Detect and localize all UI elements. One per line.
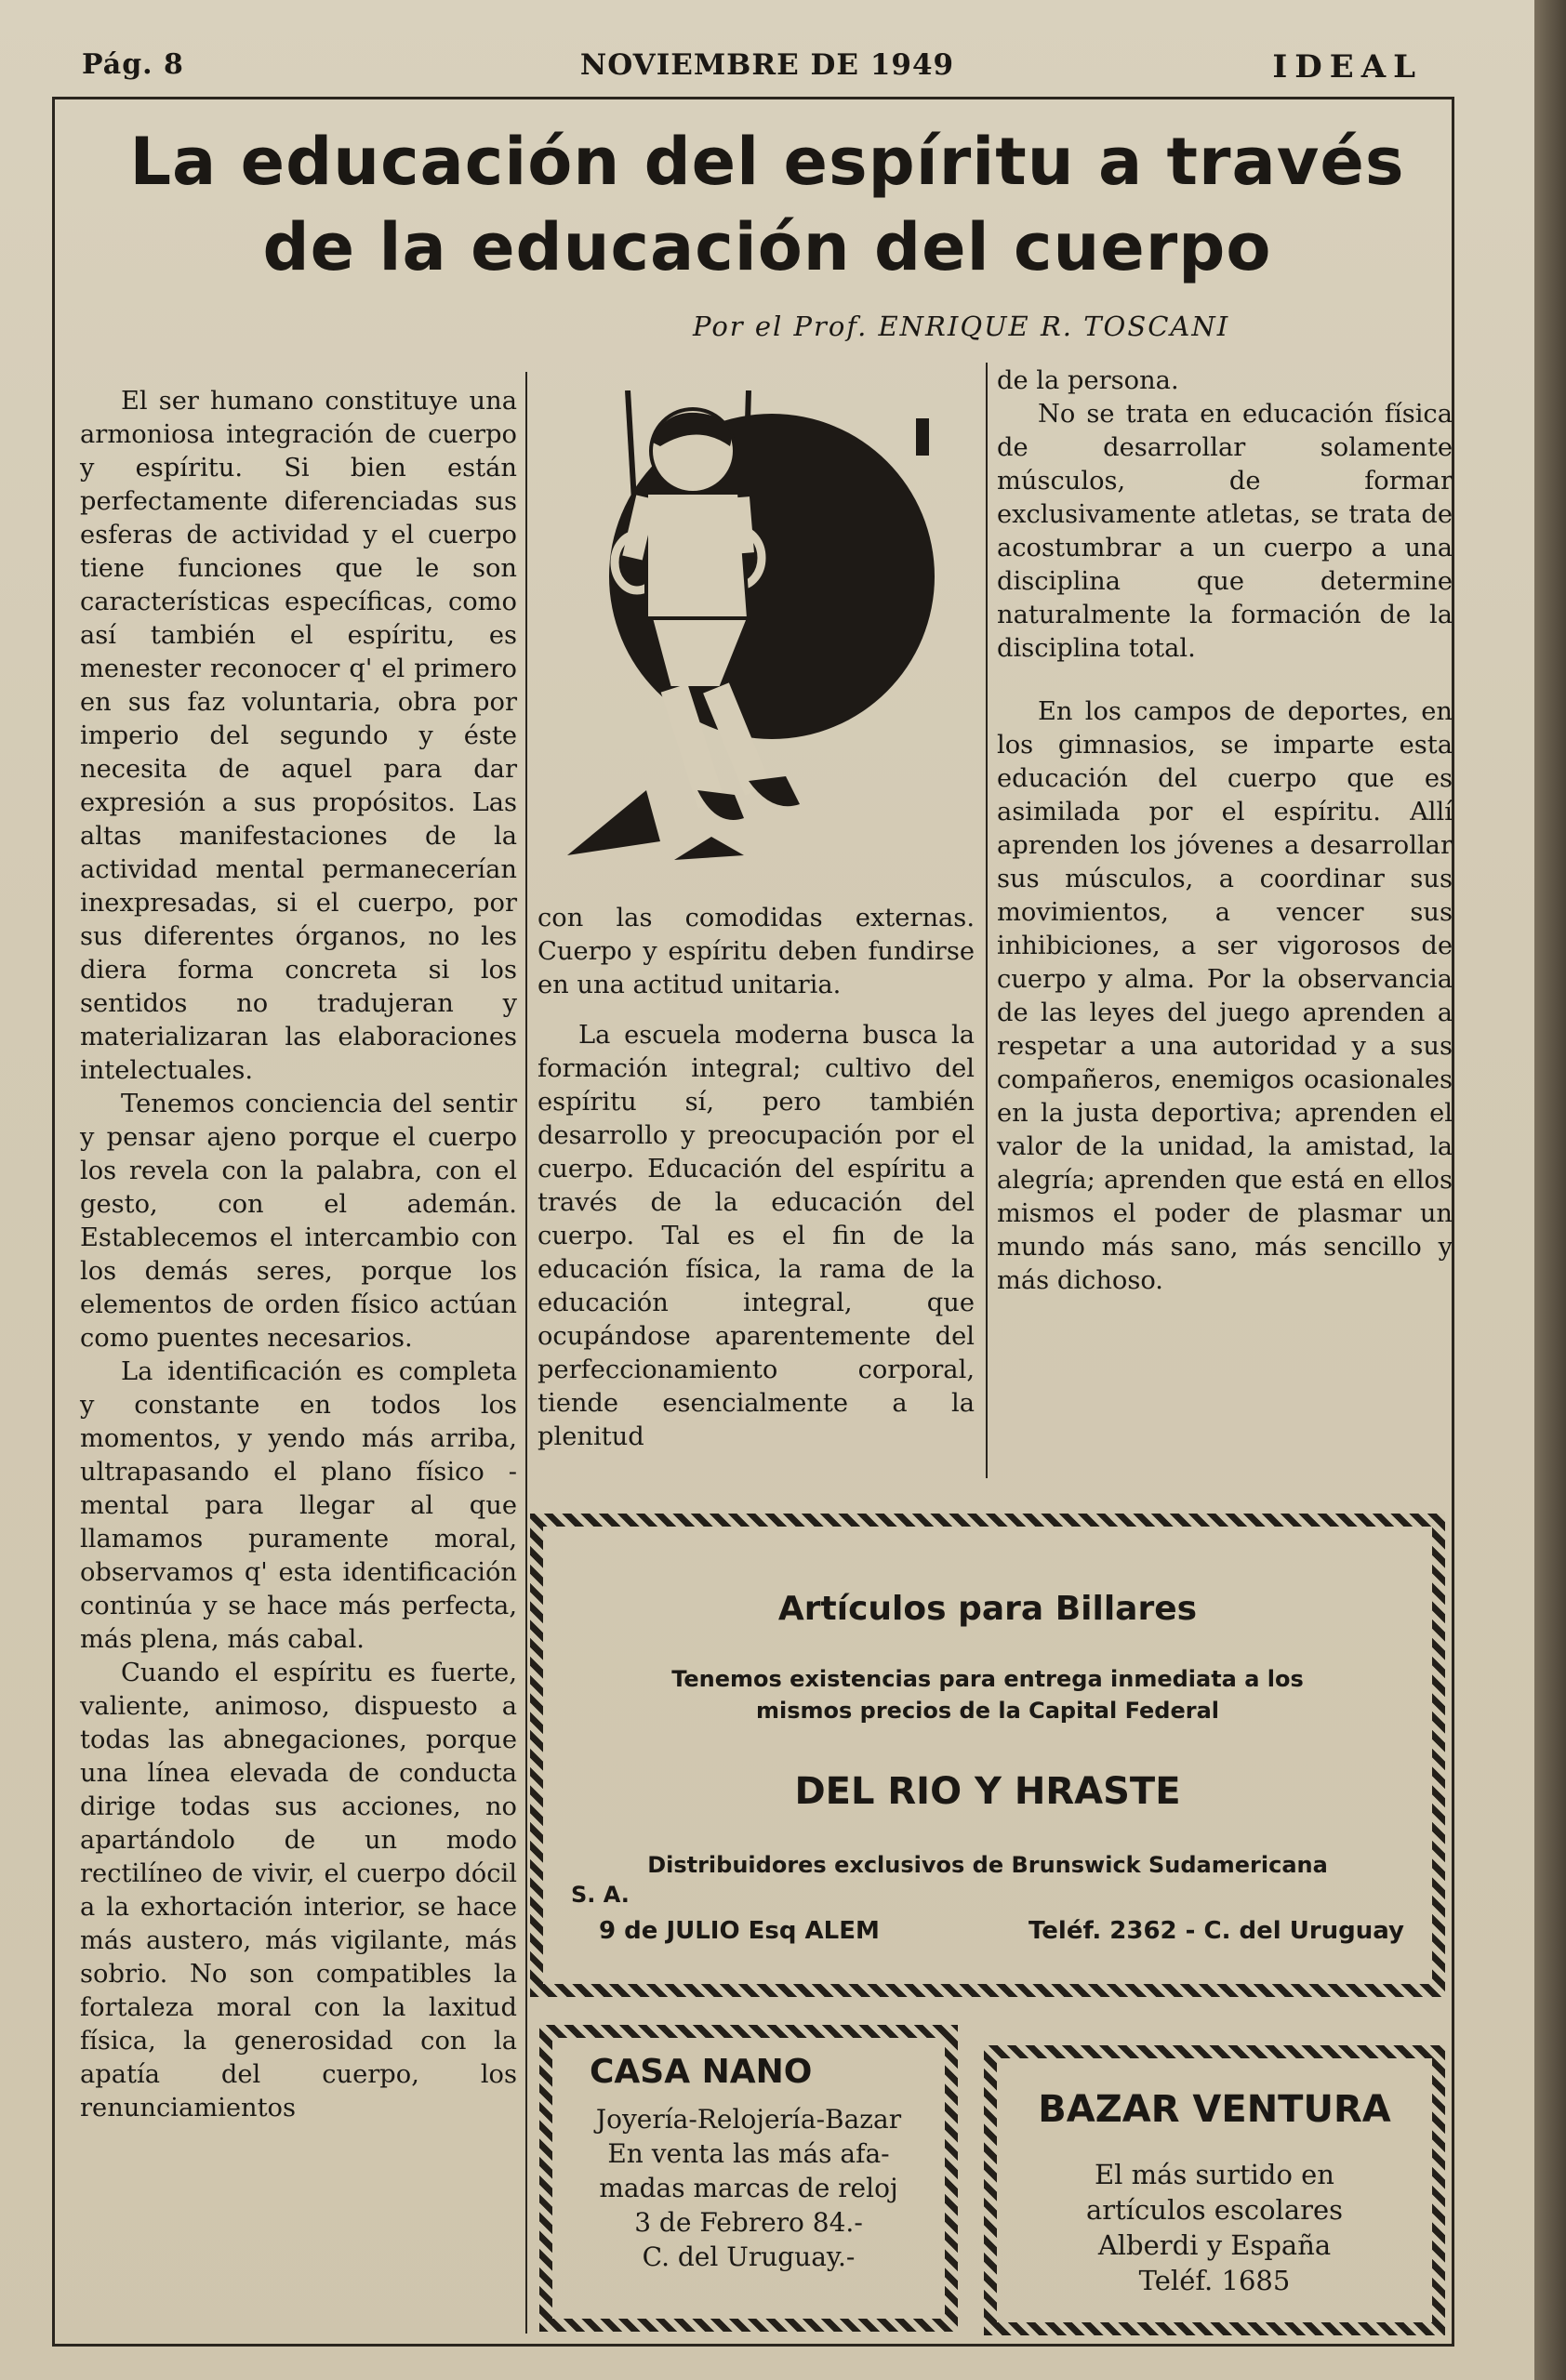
ad-nano-line: En venta las más afa- <box>607 2138 890 2169</box>
ad-ventura-line: Teléf. 1685 <box>1138 2265 1291 2296</box>
ad-billares-title: Artículos para Billares <box>777 1590 1198 1628</box>
column-rule-2 <box>986 363 988 1478</box>
paragraph: Cuando el espíritu es fuerte, valiente, animoso, dispuesto a todas las abnegaciones, porque una línea elevada de conducta dirige todas sus acciones, no apartándolo de un modo rectilíneo de vivir, el cuerpo dócil a la exhortación interior, se hace más austero, más vigilante, más sobrio. No son compatibles la fortaleza moral con la laxitud física, la generosidad con la apatía del cuerpo, los renunciamientos <box>80 1659 517 2122</box>
ad-ventura-line: Alberdi y España <box>1097 2229 1332 2261</box>
ad-billares-line-4: S. A. <box>571 1882 630 1908</box>
ad-nano-line: madas marcas de reloj <box>599 2173 898 2203</box>
column-rule-1 <box>525 372 527 2334</box>
advertisement-bazar-ventura <box>984 2045 1445 2335</box>
article-column-3 <box>997 364 1453 1298</box>
ad-ventura-line: El más surtido en <box>1095 2159 1334 2190</box>
ad-billares-phone: Teléf. 2362 - C. del Uruguay <box>1028 1917 1404 1945</box>
paragraph: La escuela moderna busca la formación integral; cultivo del espíritu sí, pero también desarrollo y preocupación por el cuerpo. Educación del espíritu a través de la educación del cuerpo. Tal es el fin de la educación física, la rama de la educación integral, que ocupándose aparentemente del perfeccionamiento corporal, tiende esencialmente a la plenitud <box>537 1021 975 1451</box>
paragraph: Tenemos conciencia del sentir y pensar ajeno porque el cuerpo los revela con la palabra, con el gesto, con el ademán. Establecemos el intercambio con los demás seres, porque los elementos de orden físico actúan como puentes necesarios. <box>80 1090 517 1353</box>
paragraph: No se trata en educación física de desarrollar solamente músculos, de formar exclusivamente atletas, se trata de acostumbrar a un cuerpo a una disciplina que determine naturalmente la formación de la disciplina total. <box>997 400 1453 663</box>
ad-ventura-title: BAZAR VENTURA <box>1038 2088 1391 2131</box>
ad-ventura-text <box>997 2157 1432 2298</box>
ad-nano-text <box>552 2102 945 2274</box>
ad-billares-line-1: Tenemos existencias para entrega inmediata a los <box>671 1666 1304 1692</box>
issue-date: NOVIEMBRE DE 1949 <box>579 48 955 82</box>
ad-nano-line: 3 de Febrero 84.- <box>634 2207 863 2238</box>
ad-nano-title: CASA NANO <box>590 2053 813 2091</box>
article-column-2 <box>537 902 975 1454</box>
ad-ventura-line: artículos escolares <box>1085 2194 1344 2226</box>
paragraph: En los campos de deportes, en los gimnasios, se imparte esta educación del cuerpo que es asimilada por el espíritu. Allí aprenden los jóvenes a desarrollar sus músculos, a coordinar sus movimientos, a vencer sus inhibiciones, a ser vigorosos de cuerpo y alma. Por la observancia de las leyes del juego aprenden a respetar a una autoridad y a sus compañeros, enemigos ocasionales en la justa deportiva; aprenden el valor de la unidad, la amistad, la alegría; aprenden que está en ellos mismos el poder de plasmar un mundo más sano, más sencillo y más dichoso. <box>997 697 1453 1295</box>
ad-billares-company: DEL RIO Y HRASTE <box>794 1770 1181 1813</box>
paragraph: La identificación es completa y constante en todos los momentos, y yendo más arriba, ultrapasando el plano físico - mental para llegar al que llamamos puramente moral, observamos q' esta identificación continúa y se hace más perfecta, más plena, más cabal. <box>80 1357 517 1654</box>
ad-billares-line-3: Distribuidores exclusivos de Brunswick Sudamericana <box>647 1852 1328 1878</box>
article-byline: Por el Prof. ENRIQUE R. TOSCANI <box>693 311 1230 342</box>
binding-spine <box>1534 0 1566 2380</box>
page-number: Pág. 8 <box>82 48 184 81</box>
paragraph: con las comodidas externas. Cuerpo y espíritu deben fundirse en una actitud unitaria. <box>537 904 975 999</box>
ad-billares-address: 9 de JULIO Esq ALEM <box>599 1917 880 1945</box>
advertisement-billares <box>530 1514 1445 1997</box>
ad-billares-line-2: mismos precios de la Capital Federal <box>756 1698 1219 1724</box>
article-column-1 <box>80 385 517 2125</box>
paragraph: El ser humano constituye una armoniosa integración de cuerpo y espíritu. Si bien están perfectamente diferenciadas sus esferas de actividad y el cuerpo tiene funciones que le son características específicas, como así también el espíritu, es menester reconocer q' el primero en sus faz voluntaria, obra por imperio del segundo y éste necesita de aquel para dar expresión a sus propósitos. Las altas manifestaciones de la actividad mental permanecerían inexpresadas, si el cuerpo, por sus diferentes órganos, no les diera forma concreta si los sentidos no tradujeran y materializaran las elaboraciones intelectuales. <box>80 387 517 1085</box>
gymnast-on-rings-illustration <box>558 390 949 874</box>
title-line-2: de la educación del cuerpo <box>262 209 1272 285</box>
advertisement-casa-nano <box>539 2025 958 2332</box>
newspaper-name: IDEAL <box>1272 48 1423 86</box>
title-line-1: La educación del espíritu a través <box>129 124 1405 200</box>
ad-nano-line: C. del Uruguay.- <box>642 2241 856 2272</box>
paragraph: de la persona. <box>997 366 1179 395</box>
ad-nano-line: Joyería-Relojería-Bazar <box>595 2104 902 2135</box>
article-title <box>0 119 1534 290</box>
